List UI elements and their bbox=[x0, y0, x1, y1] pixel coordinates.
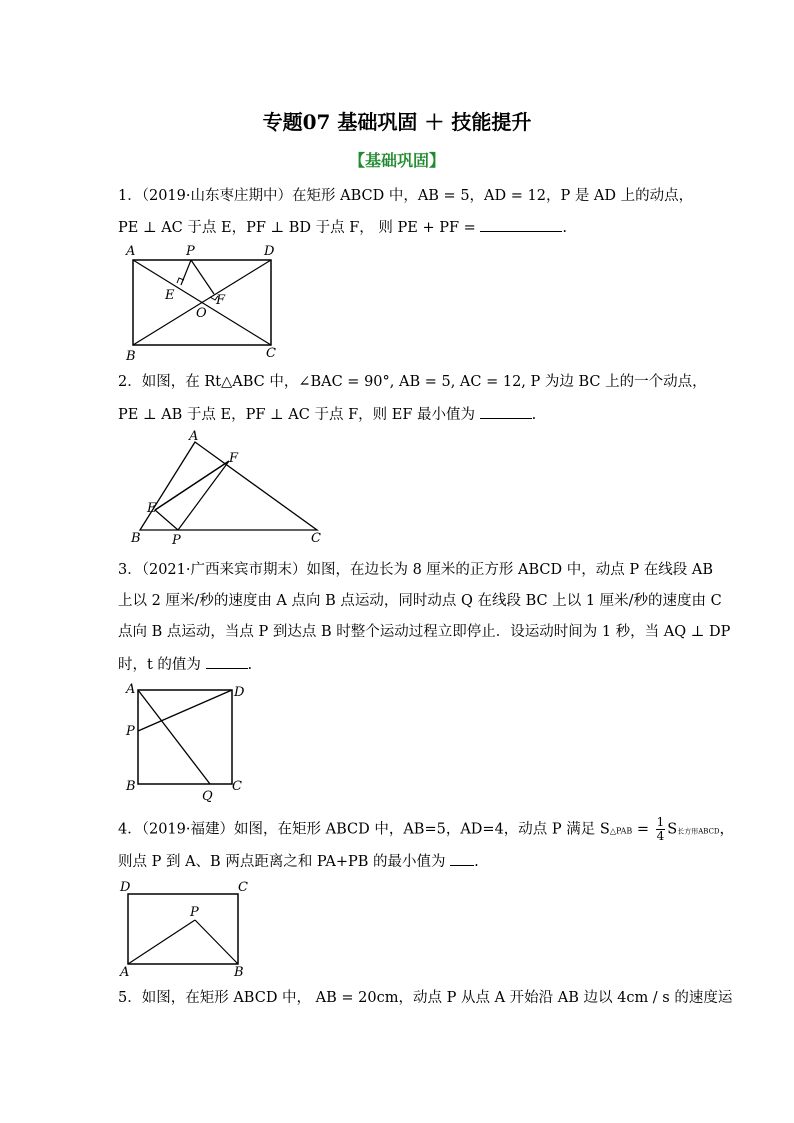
q1-line2-text: PE ⊥ AC 于点 E，PF ⊥ BD 于点 F， 则 PE + PF = bbox=[118, 220, 476, 236]
q2-label-a: A bbox=[189, 430, 199, 444]
q3-label-b: B bbox=[126, 779, 136, 794]
q1-label-c: C bbox=[266, 346, 276, 361]
q4-s2: S bbox=[667, 821, 678, 838]
q2-line2-end: . bbox=[531, 407, 537, 423]
q3-line4-text: 时，t 的值为 bbox=[118, 657, 201, 673]
q1-figure bbox=[118, 240, 288, 365]
q3-line2: 上以 2 厘米/秒的速度由 A 点向 B 点运动，同时动点 Q 在线段 BC 上以 1 厘米/秒的速度由 C bbox=[118, 593, 722, 609]
q4-label-c: C bbox=[238, 880, 248, 895]
q3-line3: 点向 B 点运动，当点 P 到达点 B 时整个运动过程立即停止．设运动时间为 1 秒，当 AQ ⊥ DP bbox=[118, 624, 731, 640]
q3-square bbox=[138, 690, 232, 784]
q1-label-o: O bbox=[196, 306, 207, 321]
page-title: 专题07 基础巩固 ＋ 技能提升 bbox=[262, 110, 532, 134]
q2-segment-pe bbox=[155, 510, 178, 530]
q4-figure bbox=[118, 878, 258, 978]
q1-label-b: B bbox=[126, 349, 136, 364]
q2-label-e: E bbox=[147, 501, 157, 516]
q2-label-c: C bbox=[311, 531, 321, 546]
q2-label-f: F bbox=[229, 451, 239, 466]
q4-answer-blank bbox=[450, 851, 474, 866]
q1-label-p: P bbox=[186, 244, 195, 259]
q4-line1-end: ， bbox=[719, 821, 735, 838]
q4-line2-text: 则点 P 到 A、B 两点距离之和 PA+PB 的最小值为 bbox=[118, 854, 446, 870]
q1-segment-pf bbox=[191, 260, 214, 294]
q4-label-b: B bbox=[234, 965, 244, 978]
q3-line4 bbox=[118, 654, 252, 675]
q4-fraction-numerator: 1 bbox=[656, 815, 665, 829]
q3-label-c: C bbox=[232, 779, 242, 794]
q4-sub-pab: △PAB bbox=[609, 826, 633, 836]
q4-sub-rect: 长方形ABCD bbox=[677, 827, 720, 836]
q2-label-p: P bbox=[172, 533, 181, 548]
q3-segment-dp bbox=[138, 690, 232, 731]
q2-label-b: B bbox=[131, 531, 141, 546]
q4-fraction-denominator: 4 bbox=[656, 829, 665, 843]
q4-label-p: P bbox=[190, 905, 199, 920]
q4-line2-end: . bbox=[474, 854, 479, 870]
q3-line1: 3．（2021·广西来宾市期末）如图，在边长为 8 厘米的正方形 ABCD 中，动点 P 在线段 AB bbox=[118, 562, 713, 578]
q1-label-f: F bbox=[216, 293, 226, 308]
q4-segment-pa bbox=[128, 920, 195, 964]
q3-label-q: Q bbox=[202, 789, 213, 804]
q2-figure bbox=[125, 430, 330, 550]
q1-label-e: E bbox=[165, 288, 175, 303]
q2-line1: 2．如图，在 Rt△ABC 中，∠BAC = 90°, AB = 5, AC = 12, P 为边 BC 上的一个动点， bbox=[118, 374, 707, 390]
q4-equals: = bbox=[632, 821, 654, 838]
section-heading: 【基础巩固】 bbox=[348, 151, 445, 170]
q2-line2-text: PE ⊥ AB 于点 E，PF ⊥ AC 于点 F，则 EF 最小值为 bbox=[118, 407, 476, 423]
q1-answer-blank bbox=[480, 217, 562, 232]
q3-line4-end: . bbox=[247, 657, 253, 673]
q2-line2 bbox=[118, 404, 536, 425]
q4-line2 bbox=[118, 851, 479, 872]
q1-line2-end: . bbox=[562, 220, 568, 236]
q1-line1: 1．（2019·山东枣庄期中）在矩形 ABCD 中，AB = 5，AD = 12，P 是 AD 上的动点， bbox=[118, 188, 694, 204]
q1-line2 bbox=[118, 217, 567, 238]
q3-figure bbox=[120, 680, 250, 805]
q1-segment-pe bbox=[181, 260, 191, 285]
q3-label-d: D bbox=[234, 685, 245, 700]
q4-segment-pb bbox=[195, 920, 238, 964]
q4-fraction bbox=[656, 816, 666, 843]
q4-label-d: D bbox=[120, 880, 131, 895]
q4-line1-text: 4．（2019·福建）如图，在矩形 ABCD 中，AB=5，AD=4，动点 P 满足 S bbox=[118, 821, 610, 838]
q3-label-a: A bbox=[126, 682, 136, 697]
q2-answer-blank bbox=[480, 404, 532, 419]
q5-line1: 5．如图，在矩形 ABCD 中， AB = 20cm，动点 P 从点 A 开始沿 AB 边以 4cm / s 的速度运 bbox=[118, 990, 733, 1006]
q4-label-a: A bbox=[120, 965, 130, 978]
q1-label-a: A bbox=[126, 244, 136, 259]
q3-label-p: P bbox=[126, 724, 135, 739]
q2-segment-ef bbox=[155, 461, 229, 510]
q2-segment-pf bbox=[178, 461, 229, 530]
q4-line1 bbox=[118, 816, 734, 843]
q1-label-d: D bbox=[264, 244, 275, 259]
q3-answer-blank bbox=[206, 654, 248, 669]
